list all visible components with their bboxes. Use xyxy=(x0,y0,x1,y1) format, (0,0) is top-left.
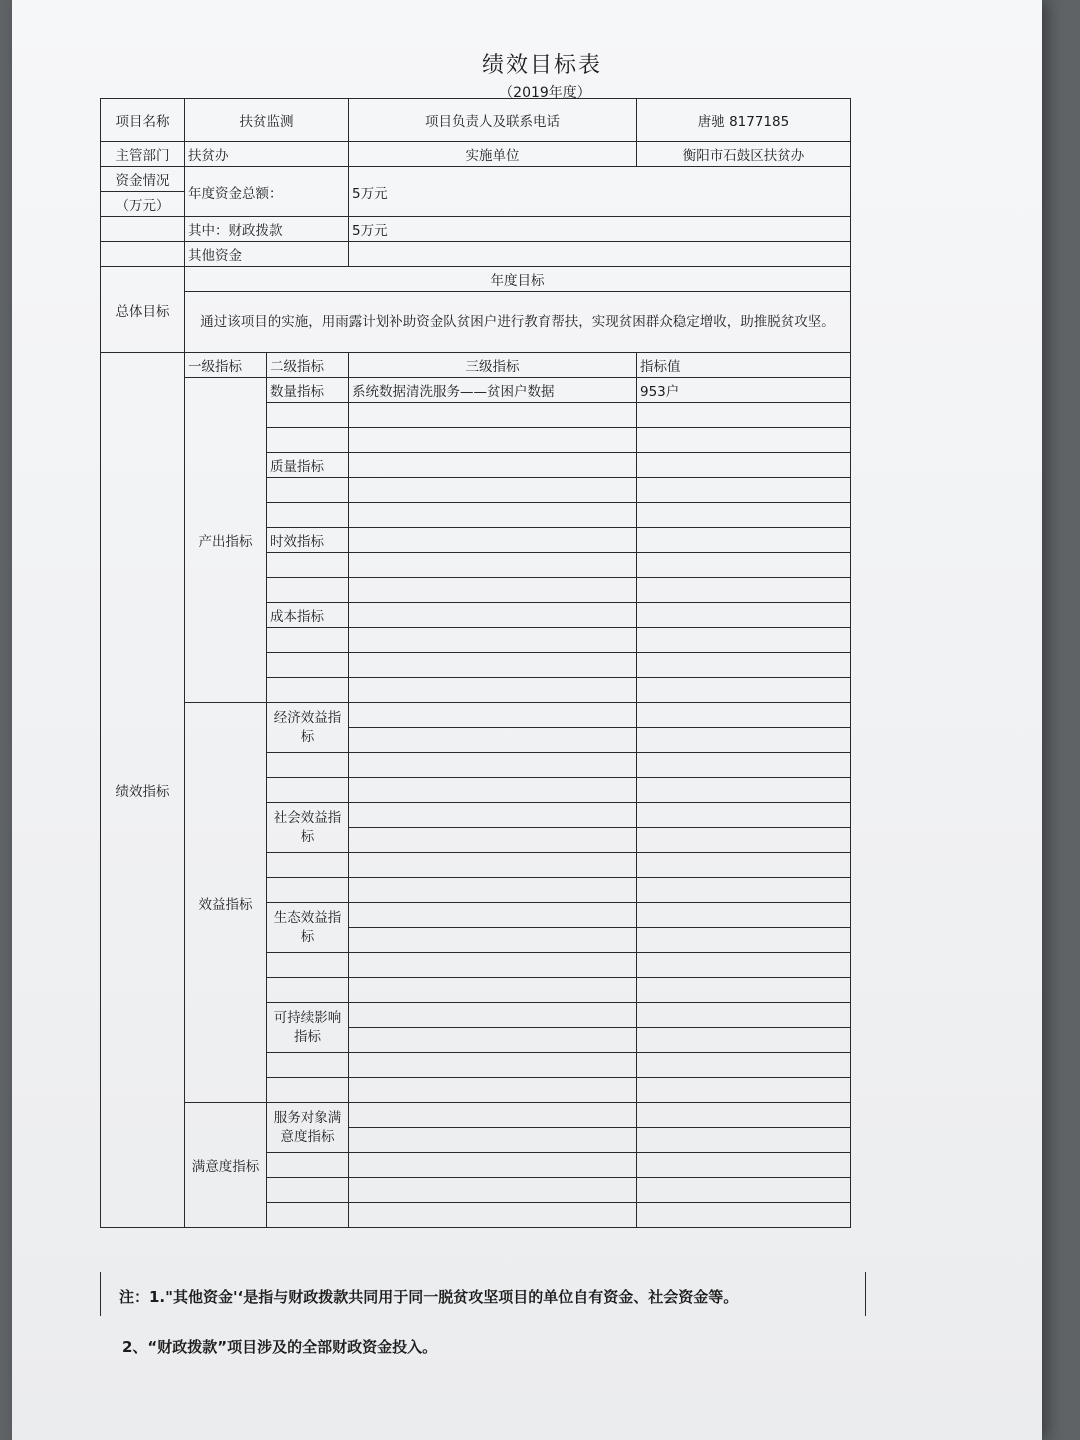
empty-cell xyxy=(349,853,637,878)
empty-cell xyxy=(349,803,637,828)
empty-cell xyxy=(267,878,349,903)
empty-cell xyxy=(267,478,349,503)
empty-cell xyxy=(349,753,637,778)
empty-cell xyxy=(637,428,851,453)
level1-header: 一级指标 xyxy=(185,353,267,378)
empty-cell xyxy=(349,453,637,478)
empty-cell xyxy=(637,1003,851,1028)
unit-value: 衡阳市石鼓区扶贫办 xyxy=(637,142,851,167)
empty-cell xyxy=(349,478,637,503)
empty-cell xyxy=(637,1153,851,1178)
quantity-indicator-value: 953户 xyxy=(637,378,851,403)
empty-cell xyxy=(267,1203,349,1228)
empty-cell xyxy=(349,1003,637,1028)
empty-cell xyxy=(637,928,851,953)
empty-cell xyxy=(349,878,637,903)
indicator-header-row xyxy=(101,353,851,378)
empty-cell xyxy=(267,978,349,1003)
empty-cell xyxy=(267,1078,349,1103)
project-row xyxy=(101,99,851,142)
empty-cell xyxy=(349,978,637,1003)
empty-cell xyxy=(349,603,637,628)
document-year: （2019年度） xyxy=(499,85,591,101)
empty-cell xyxy=(637,578,851,603)
empty-cell xyxy=(349,628,637,653)
performance-goal-table xyxy=(100,98,851,1228)
empty-cell xyxy=(267,578,349,603)
empty-cell xyxy=(637,1053,851,1078)
empty-cell xyxy=(637,703,851,728)
satisfaction-indicator-label: 满意度指标 xyxy=(185,1103,267,1228)
empty-cell xyxy=(637,478,851,503)
empty-cell xyxy=(349,828,637,853)
empty-cell xyxy=(267,1178,349,1203)
empty-cell xyxy=(637,503,851,528)
empty-cell xyxy=(637,953,851,978)
level3-header: 三级指标 xyxy=(349,353,637,378)
empty-cell xyxy=(637,1078,851,1103)
empty-cell xyxy=(267,428,349,453)
footnote-2: 2、“财政拨款”项目涉及的全部财政资金投入。 xyxy=(122,1338,438,1356)
empty-cell xyxy=(637,1103,851,1128)
empty-cell xyxy=(637,603,851,628)
table-row xyxy=(101,1103,851,1128)
empty-cell xyxy=(637,853,851,878)
empty-cell xyxy=(267,628,349,653)
empty-cell xyxy=(349,553,637,578)
other-funds-value xyxy=(349,242,851,267)
ecological-indicator-label: 生态效益指标 xyxy=(267,903,349,953)
funding-row-4 xyxy=(101,242,851,267)
empty-cell xyxy=(637,728,851,753)
funding-label: 资金情况 xyxy=(101,167,185,192)
empty-cell xyxy=(349,1053,637,1078)
empty-cell xyxy=(267,403,349,428)
empty-cell xyxy=(349,928,637,953)
level2-header: 二级指标 xyxy=(267,353,349,378)
annual-goal-row xyxy=(101,292,851,353)
empty-cell xyxy=(349,503,637,528)
empty-cell xyxy=(267,553,349,578)
performance-indicator-label: 绩效指标 xyxy=(101,353,185,1228)
empty-cell xyxy=(101,217,185,242)
empty-cell xyxy=(349,903,637,928)
total-funds-value: 5万元 xyxy=(349,167,851,217)
overall-goal-label: 总体目标 xyxy=(101,267,185,353)
empty-cell xyxy=(637,803,851,828)
cost-indicator-label: 成本指标 xyxy=(267,603,349,628)
empty-cell xyxy=(637,628,851,653)
empty-cell xyxy=(349,528,637,553)
dept-value: 扶贫办 xyxy=(185,142,349,167)
empty-cell xyxy=(349,653,637,678)
empty-cell xyxy=(637,1028,851,1053)
empty-cell xyxy=(637,403,851,428)
empty-cell xyxy=(637,828,851,853)
empty-cell xyxy=(637,1178,851,1203)
unit-label: 实施单位 xyxy=(349,142,637,167)
empty-cell xyxy=(349,403,637,428)
contact-value: 唐驰 8177185 xyxy=(637,99,851,142)
funding-row-3 xyxy=(101,217,851,242)
service-satisfaction-label: 服务对象满意度指标 xyxy=(267,1103,349,1153)
empty-cell xyxy=(267,953,349,978)
empty-cell xyxy=(637,528,851,553)
empty-cell xyxy=(637,553,851,578)
empty-cell xyxy=(267,853,349,878)
empty-cell xyxy=(349,1103,637,1128)
annual-goal-label: 年度目标 xyxy=(185,267,851,292)
output-indicator-label: 产出指标 xyxy=(185,378,267,703)
social-indicator-label: 社会效益指标 xyxy=(267,803,349,853)
empty-cell xyxy=(637,878,851,903)
empty-cell xyxy=(349,1203,637,1228)
empty-cell xyxy=(349,728,637,753)
total-funds-label: 年度资金总额： xyxy=(185,167,349,217)
empty-cell xyxy=(637,778,851,803)
empty-cell xyxy=(637,453,851,478)
empty-cell xyxy=(637,653,851,678)
empty-cell xyxy=(349,678,637,703)
timeliness-indicator-label: 时效指标 xyxy=(267,528,349,553)
quantity-indicator-label: 数量指标 xyxy=(267,378,349,403)
empty-cell xyxy=(349,1078,637,1103)
empty-cell xyxy=(267,678,349,703)
empty-cell xyxy=(637,678,851,703)
sustainable-indicator-label: 可持续影响指标 xyxy=(267,1003,349,1053)
funding-row-1 xyxy=(101,167,851,192)
empty-cell xyxy=(267,1153,349,1178)
empty-cell xyxy=(349,1153,637,1178)
empty-cell xyxy=(101,242,185,267)
quantity-indicator-item: 系统数据清洗服务——贫困户数据 xyxy=(349,378,637,403)
annual-goal-text: 通过该项目的实施，用雨露计划补助资金队贫困户进行教育帮扶，实现贫困群众稳定增收，助推脱贫攻坚。 xyxy=(185,292,851,353)
empty-cell xyxy=(637,753,851,778)
empty-cell xyxy=(637,1203,851,1228)
empty-cell xyxy=(267,503,349,528)
empty-cell xyxy=(349,1178,637,1203)
table-row xyxy=(101,703,851,728)
empty-cell xyxy=(349,1028,637,1053)
dept-label: 主管部门 xyxy=(101,142,185,167)
footnote-1: 注：1."其他资金'‘是指与财政拨款共同用于同一脱贫攻坚项目的单位自有资金、社会资金等。 xyxy=(100,1272,866,1316)
empty-cell xyxy=(267,653,349,678)
project-name-label: 项目名称 xyxy=(101,99,185,142)
empty-cell xyxy=(349,953,637,978)
project-name: 扶贫监测 xyxy=(185,99,349,142)
empty-cell xyxy=(349,578,637,603)
fiscal-funds-value: 5万元 xyxy=(349,217,851,242)
empty-cell xyxy=(349,778,637,803)
empty-cell xyxy=(267,1053,349,1078)
dept-row xyxy=(101,142,851,167)
empty-cell xyxy=(349,1128,637,1153)
table-row xyxy=(101,378,851,403)
annual-goal-header-row xyxy=(101,267,851,292)
economic-indicator-label: 经济效益指标 xyxy=(267,703,349,753)
other-funds-label: 其他资金 xyxy=(185,242,349,267)
benefit-indicator-label: 效益指标 xyxy=(185,703,267,1103)
empty-cell xyxy=(637,978,851,1003)
funding-unit: （万元） xyxy=(101,192,185,217)
value-header: 指标值 xyxy=(637,353,851,378)
empty-cell xyxy=(267,753,349,778)
contact-label: 项目负责人及联系电话 xyxy=(349,99,637,142)
empty-cell xyxy=(349,428,637,453)
empty-cell xyxy=(637,1128,851,1153)
fiscal-funds-label: 其中：财政拨款 xyxy=(185,217,349,242)
empty-cell xyxy=(349,703,637,728)
document-title: 绩效目标表 xyxy=(481,53,602,78)
quality-indicator-label: 质量指标 xyxy=(267,453,349,478)
empty-cell xyxy=(267,778,349,803)
empty-cell xyxy=(637,903,851,928)
